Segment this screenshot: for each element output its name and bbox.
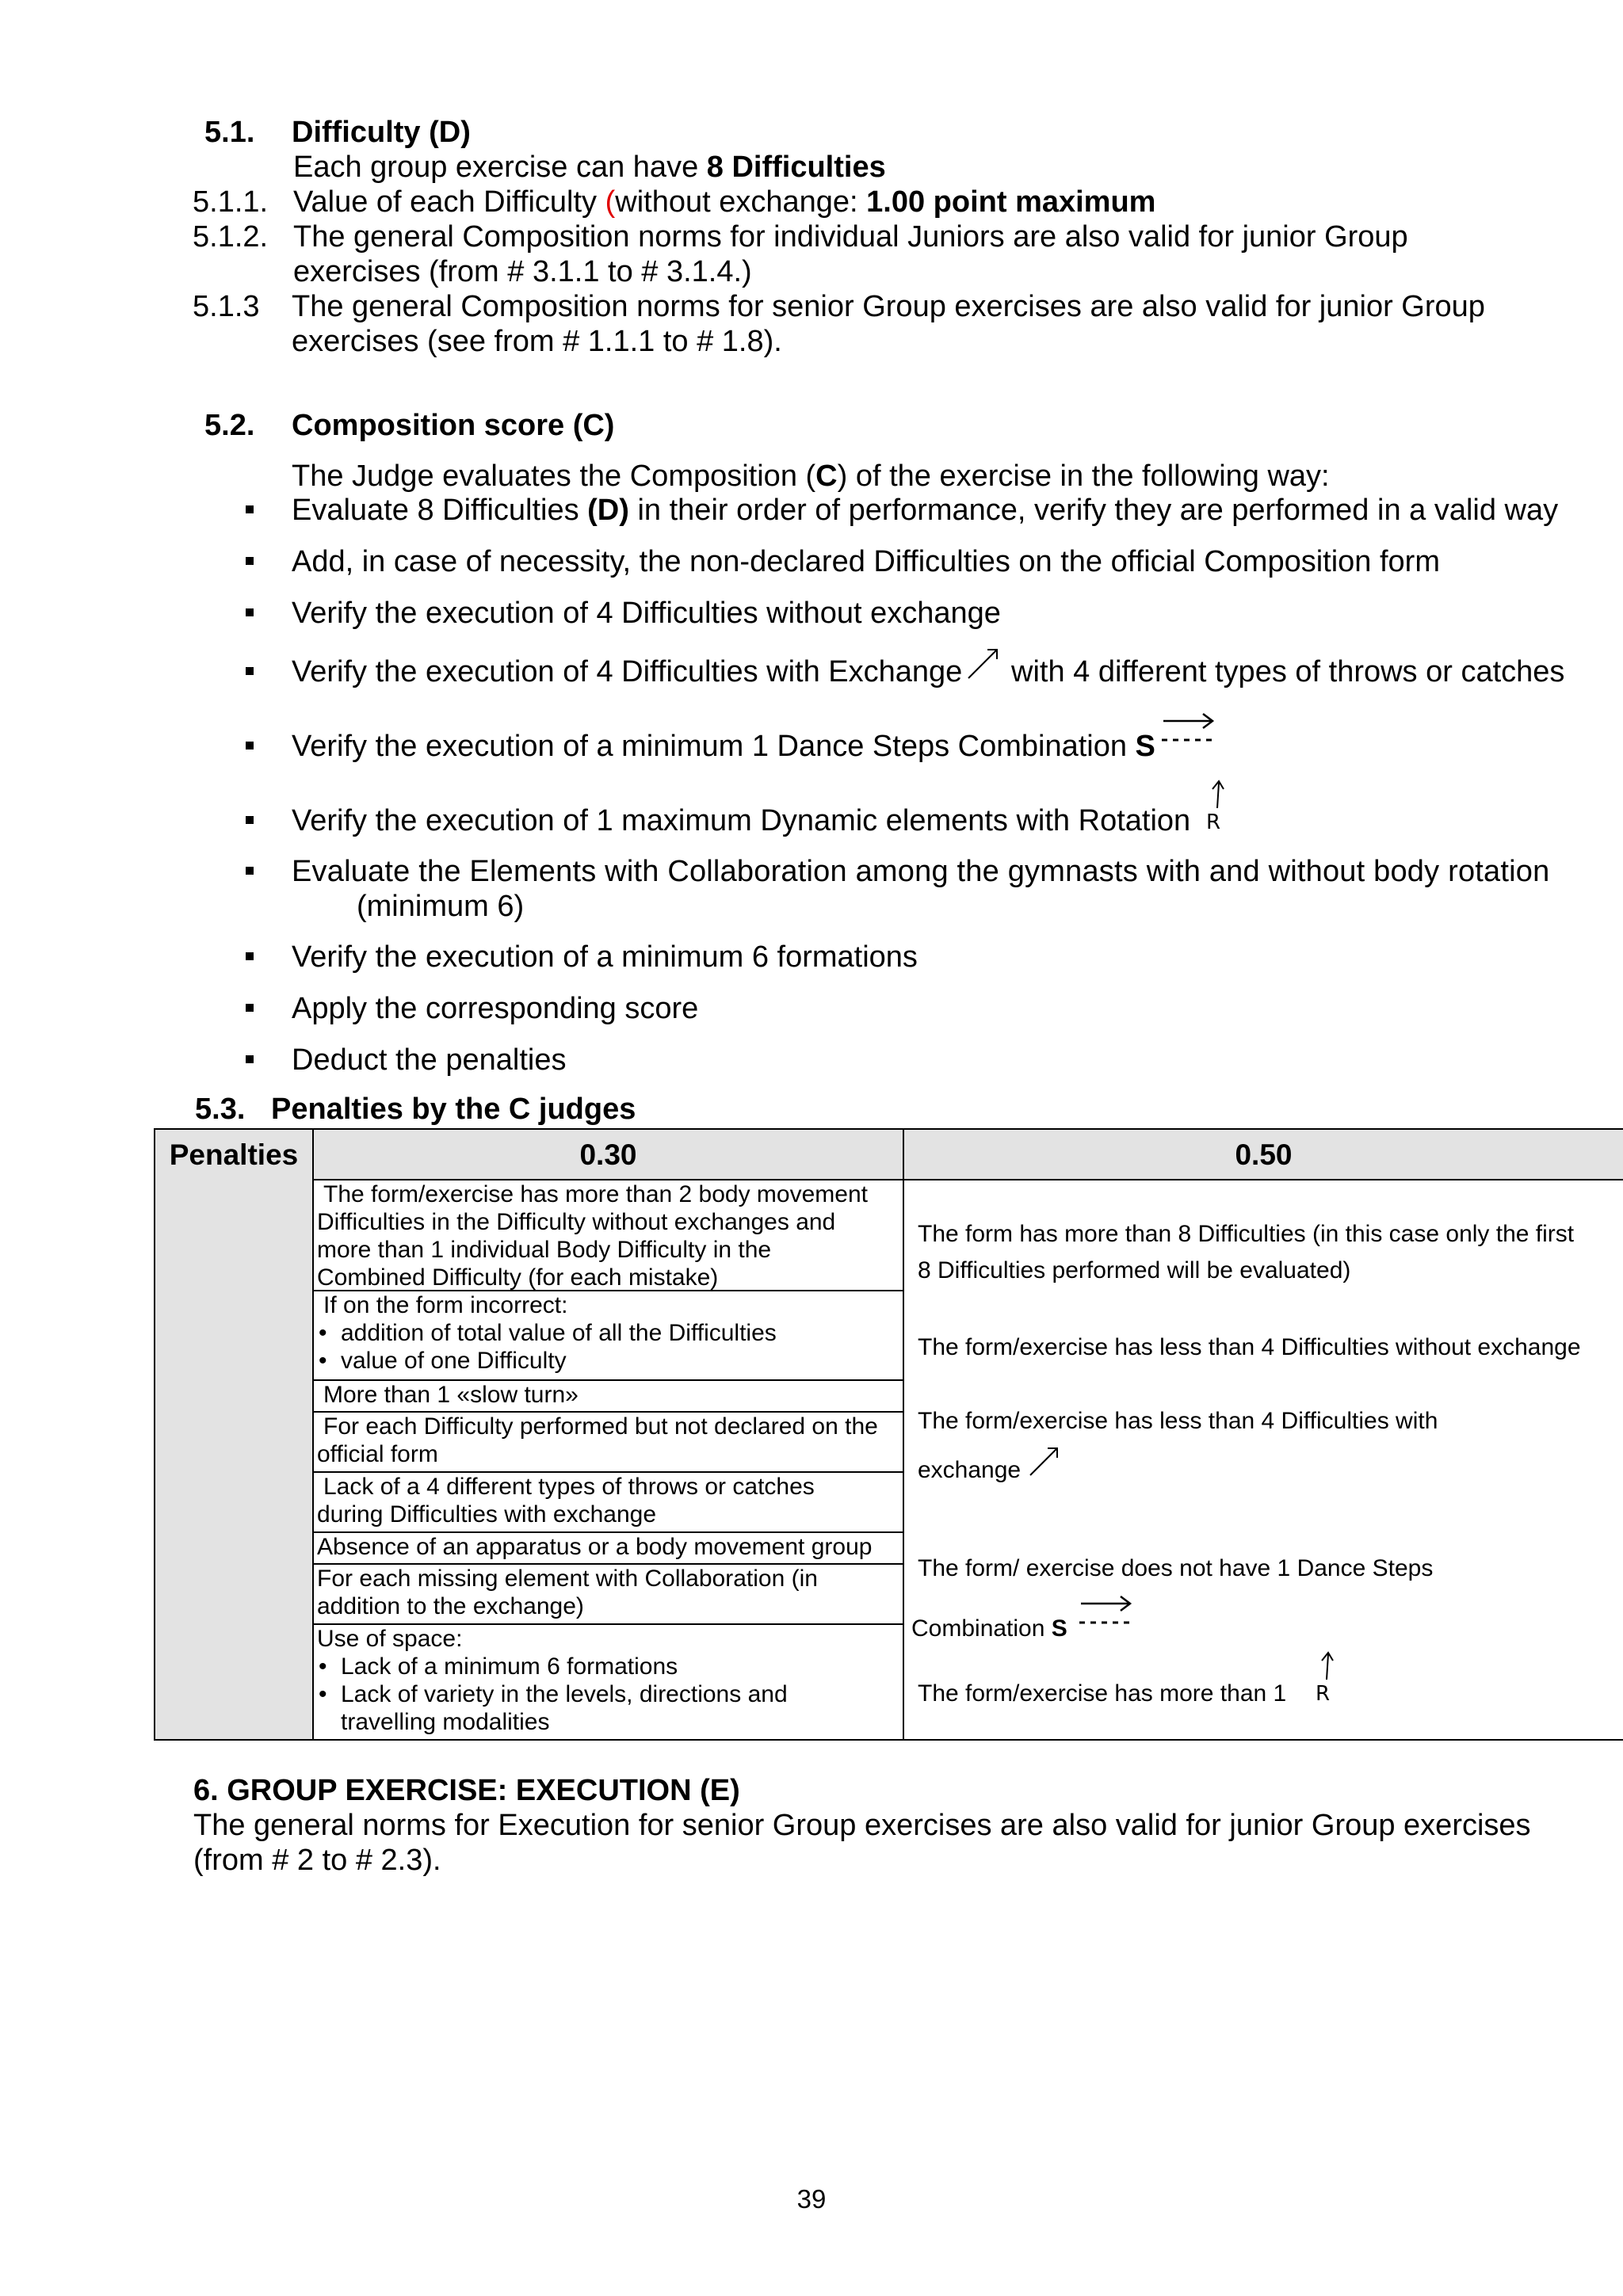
list-item: Evaluate 8 Difficulties (D) in their order of performance, verify they are performed in a valid way — [292, 494, 1559, 527]
table-cell: Lack of a 4 different types of throws or catches during Difficulties with exchange — [314, 1473, 903, 1533]
section-title: 6. GROUP EXERCISE: EXECUTION (E) — [193, 1774, 740, 1807]
list-item-continued: with 4 different types of throws or catches — [1011, 655, 1565, 688]
paragraph: Value of each Difficulty (without exchange: 1.00 point maximum — [293, 185, 1156, 219]
paragraph: The general Composition norms for individual Juniors are also valid for junior Group — [293, 220, 1408, 254]
svg-text:R: R — [1206, 810, 1221, 832]
bullet-icon — [246, 816, 254, 824]
list-item: Apply the corresponding score — [292, 992, 699, 1025]
table-cell-text: The form/exercise has less than 4 Difficulties with — [918, 1408, 1438, 1434]
list-item: • addition of total value of all the Difficulties — [317, 1319, 903, 1347]
table-cell: More than 1 «slow turn» — [314, 1381, 903, 1413]
list-item: Evaluate the Elements with Collaboration among the gymnasts with and without body rotation — [292, 855, 1550, 888]
bullet-icon — [246, 667, 254, 675]
table-cell-text: The form/exercise has less than 4 Difficulties without exchange — [918, 1334, 1581, 1360]
page-number: 39 — [796, 2184, 827, 2214]
list-item: Add, in case of necessity, the non-declared Difficulties on the official Composition form — [292, 545, 1440, 578]
paragraph: (from # 2 to # 2.3). — [193, 1844, 441, 1877]
list-item: • Lack of variety in the levels, directions and — [317, 1680, 903, 1708]
list-item: Verify the execution of 4 Difficulties without exchange — [292, 597, 1001, 630]
table-cell-text: 8 Difficulties performed will be evaluated) — [918, 1257, 1351, 1283]
section-title: Composition score (C) — [292, 409, 615, 442]
column-header-penalties: Penalties — [169, 1138, 299, 1171]
table-cell: Use of space: • Lack of a minimum 6 formations • Lack of variety in the levels, directions and travelling modalities — [314, 1625, 903, 1739]
table-cell-text: Combination S — [911, 1615, 1067, 1642]
table-cell-text: The form has more than 8 Difficulties (in this case only the first — [918, 1221, 1575, 1247]
bullet-icon — [246, 505, 254, 513]
paragraph: The general norms for Execution for senior Group exercises are also valid for junior Group exercises — [193, 1809, 1531, 1842]
diagonal-arrow-icon — [1027, 1442, 1062, 1480]
table-cell: For each Difficulty performed but not declared on the official form — [314, 1413, 903, 1473]
bullet-icon — [246, 952, 254, 960]
paragraph: exercises (from # 3.1.1 to # 3.1.4.) — [293, 255, 752, 288]
item-number: 5.1.3 — [193, 290, 260, 323]
paragraph: The Judge evaluates the Composition (C) of the exercise in the following way: — [292, 460, 1330, 493]
paragraph: exercises (see from # 1.1.1 to # 1.8). — [292, 325, 782, 358]
table-cell: The form/exercise has more than 2 body movement Difficulties in the Difficulty without exchanges and more than 1 individual Body Difficulty in the Combined Difficulty (for each mistake) — [314, 1180, 903, 1291]
svg-text:R: R — [1316, 1682, 1331, 1703]
r-with-arrow-icon — [1311, 1650, 1339, 1703]
section-number: 5.3. — [195, 1093, 246, 1126]
bullet-icon — [246, 608, 254, 616]
list-item-continued: (minimum 6) — [357, 890, 525, 923]
section-title: Penalties by the C judges — [271, 1093, 636, 1126]
list-item: Verify the execution of 4 Difficulties with Exchange — [292, 655, 963, 688]
paragraph: The general Composition norms for senior Group exercises are also valid for junior Group — [292, 290, 1485, 323]
penalties-column — [155, 1130, 314, 1739]
item-number: 5.1.1. — [193, 185, 269, 219]
bullet-icon — [246, 1004, 254, 1012]
column-header-050: 0.50 — [904, 1130, 1623, 1180]
item-number: 5.1.2. — [193, 220, 269, 254]
list-item: Verify the execution of a minimum 1 Dance Steps Combination S — [292, 730, 1155, 763]
list-item: Verify the execution of 1 maximum Dynamic elements with Rotation — [292, 804, 1191, 837]
list-item: • value of one Difficulty — [317, 1347, 903, 1375]
column-header-030: 0.30 — [314, 1130, 904, 1180]
paragraph: Each group exercise can have 8 Difficulties — [293, 151, 886, 184]
list-item: Verify the execution of a minimum 6 formations — [292, 940, 918, 974]
section-number: 5.2. — [204, 409, 255, 442]
table-cell: For each missing element with Collaboration (in addition to the exchange) — [314, 1565, 903, 1625]
column-030 — [314, 1180, 904, 1739]
penalties-table — [154, 1128, 1623, 1741]
table-cell: Absence of an apparatus or a body movement group — [314, 1533, 903, 1565]
r-with-arrow-icon — [1201, 778, 1230, 832]
list-item: • Lack of a minimum 6 formations — [317, 1653, 903, 1680]
list-item: Deduct the penalties — [292, 1043, 567, 1077]
section-title: Difficulty (D) — [292, 116, 471, 149]
table-cell-text: exchange — [918, 1457, 1022, 1483]
bullet-icon — [246, 867, 254, 875]
diagonal-arrow-icon — [965, 643, 1003, 683]
section-number: 5.1. — [204, 116, 255, 149]
bullet-icon — [246, 557, 254, 565]
table-cell-text: The form/ exercise does not have 1 Dance Steps — [918, 1555, 1434, 1581]
bullet-icon — [246, 742, 254, 749]
table-cell-text: The form/exercise has more than 1 — [918, 1680, 1287, 1707]
dashed-right-arrow-icon — [1076, 1589, 1135, 1634]
bullet-icon — [246, 1055, 254, 1063]
dashed-right-arrow-icon — [1159, 707, 1217, 751]
table-cell: If on the form incorrect: • addition of total value of all the Difficulties • value of one Difficulty — [314, 1291, 903, 1381]
